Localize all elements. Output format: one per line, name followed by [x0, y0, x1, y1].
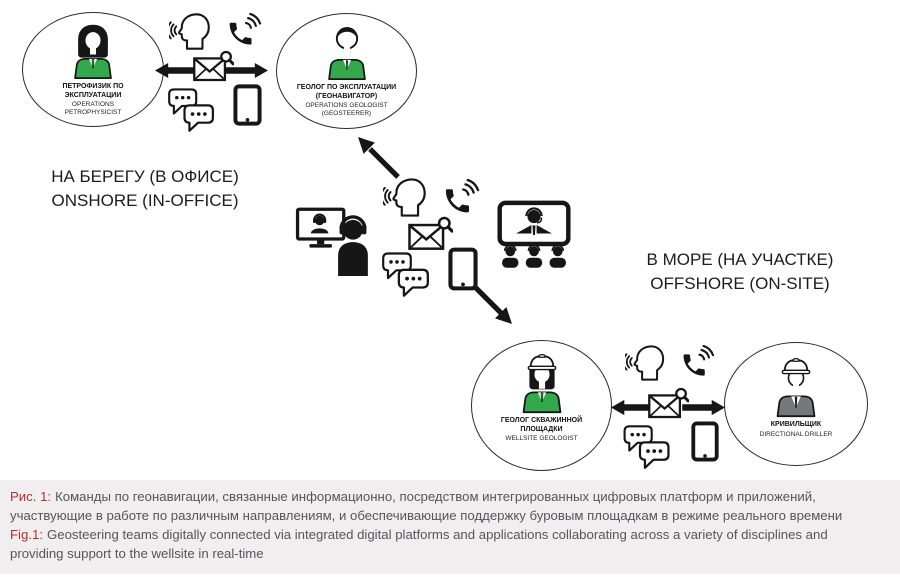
zone-offshore-ru: В МОРЕ (НА УЧАСТКЕ): [646, 250, 834, 269]
actor-wellsite-geologist: [471, 340, 612, 471]
actor-directional-driller: [724, 342, 868, 466]
email-search-icon: [192, 50, 234, 85]
actor-label-en: WELLSITE GEOLOGIST: [505, 435, 578, 443]
email-search-icon: [407, 216, 453, 254]
person-man-hardhat-gray-icon: [767, 355, 825, 418]
actor-label-ru: ГЕОЛОГ ПО ЭКСПЛУАТАЦИИ (ГЕОНАВИГАТОР): [296, 84, 397, 100]
talking-head-icon: [169, 12, 213, 51]
zone-onshore-ru: НА БЕРЕГУ (В ОФИСЕ): [51, 167, 239, 186]
actor-label-en: OPERATIONS GEOLOGIST (GEOSTEERER): [305, 102, 388, 118]
figure-number-ru: Рис. 1:: [10, 489, 52, 504]
webinar-screen-icon: [496, 200, 572, 268]
talking-head-icon: [625, 344, 667, 382]
actor-operations-geologist: [276, 13, 417, 129]
figure-number-en: Fig.1:: [10, 527, 43, 542]
arrow-up-left: [346, 125, 410, 187]
actor-label-ru: ГЕОЛОГ СКВАЖИННОЙ ПЛОЩАДКИ: [500, 417, 583, 433]
video-call-person-icon: [295, 202, 373, 276]
actor-label-en: DIRECTIONAL DRILLER: [759, 430, 833, 438]
caption-en-line1: Fig.1: Geosteering teams digitally connected via integrated digital platforms and applications collaborating across a variety of disciplines and: [10, 527, 828, 542]
chat-messages-icon: [382, 251, 430, 298]
tablet-icon: [233, 84, 262, 126]
tablet-icon: [691, 421, 719, 462]
arrow-down-right: [466, 278, 524, 336]
phone-call-icon: [678, 345, 715, 378]
caption-en-line2: providing support to the wellsite in real-time: [10, 546, 264, 561]
zone-onshore-en: ONSHORE (IN-OFFICE): [51, 191, 239, 210]
actor-label-ru: КРИВИЛЬЩИК: [770, 421, 822, 428]
chat-messages-icon: [623, 424, 671, 470]
person-man-green-icon: [319, 23, 375, 81]
actor-operations-petrophysicist: [22, 12, 164, 127]
phone-call-icon: [224, 13, 262, 47]
zone-offshore-en: OFFSHORE (ON-SITE): [650, 274, 830, 293]
phone-call-icon: [440, 179, 480, 215]
person-woman-hardhat-icon: [513, 351, 571, 414]
zone-label-offshore: [605, 248, 875, 296]
email-search-icon: [647, 387, 689, 422]
caption-ru-line2: участвующие в работе по различным направлениям, и обеспечивающие поддержку буровым площадкам в режиме реального времени: [10, 508, 843, 523]
person-woman-green-icon: [65, 22, 121, 80]
actor-label-en: OPERATIONS PETROPHYSICIST: [64, 101, 122, 117]
zone-label-onshore: [20, 165, 270, 213]
chat-messages-icon: [168, 87, 215, 133]
caption-ru-line1: Рис. 1: Команды по геонавигации, связанные информационно, посредством интегрированных цифровых платформ и приложений,: [10, 489, 816, 504]
actor-label-ru: ПЕТРОФИЗИК ПО ЭКСПЛУАТАЦИИ: [62, 83, 124, 99]
figure-caption: [0, 480, 900, 574]
